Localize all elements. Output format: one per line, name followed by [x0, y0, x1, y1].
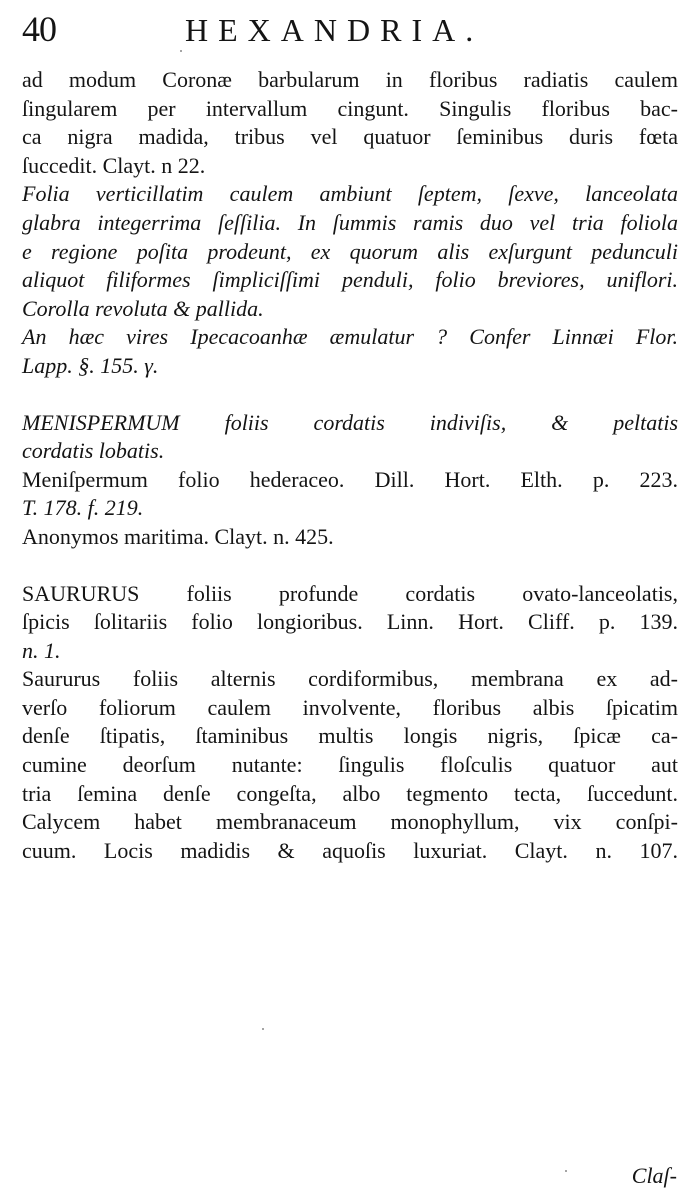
text-line: cordatis lobatis.: [22, 438, 165, 464]
speck: [262, 1028, 264, 1030]
text-line: e regione poſita prodeunt, ex quorum alis exſurgunt pedunculi: [22, 238, 678, 264]
paragraph-gap: [22, 552, 678, 580]
text-line: Corolla revoluta & pallida.: [22, 295, 264, 321]
text-line: n. 1.: [22, 637, 61, 663]
speck: [565, 1170, 567, 1172]
entry-menispermum-synonym: [22, 466, 678, 523]
text-line: An hæc vires Ipecacoanhæ æmulatur ? Confer Linnæi Flor.: [22, 324, 678, 350]
paragraph-gap: [22, 381, 678, 409]
entry-saururus-heading: [22, 580, 678, 666]
catchword: Claſ-: [631, 1163, 677, 1188]
text-line: cumine deorſum nutante: ſingulis floſculis quatuor aut: [22, 752, 678, 778]
text-line: Lapp. §. 155. γ.: [22, 352, 159, 378]
text-line: aliquot filiformes ſimpliciſſimi penduli, folio breviores, uniflori.: [22, 267, 678, 293]
entry-menispermum-clayton: [22, 523, 678, 552]
paragraph-description: [22, 66, 678, 180]
text-line: tria ſemina denſe congeſta, albo tegmento tecta, ſuccedunt.: [22, 780, 678, 806]
entry-saururus-description: [22, 665, 678, 865]
text-line: MENISPERMUM foliis cordatis indiviſis, & peltatis: [22, 409, 678, 435]
text-line: Saururus foliis alternis cordiformibus, membrana ex ad-: [22, 666, 678, 692]
text-line: T. 178. f. 219.: [22, 495, 144, 521]
speck: [180, 50, 182, 52]
paragraph-question: [22, 323, 678, 380]
text-line: Meniſpermum folio hederaceo. Dill. Hort. Elth. p. 223.: [22, 466, 678, 492]
text-line: ad modum Coronæ barbularum in floribus radiatis caulem: [22, 67, 678, 92]
body-text: [22, 66, 678, 865]
text-line: denſe ſtipatis, ſtaminibus multis longis nigris, ſpicæ ca-: [22, 723, 678, 749]
text-line: ſingularem per intervallum cingunt. Singulis floribus bac-: [22, 95, 678, 121]
page-number: 40: [22, 9, 56, 49]
running-head: HEXANDRIA.: [185, 12, 484, 48]
text-line: Anonymos maritima. Clayt. n. 425.: [22, 523, 334, 549]
text-line: Calycem habet membranaceum monophyllum, vix conſpi-: [22, 809, 678, 835]
paragraph-leaf-description: [22, 180, 678, 323]
text-line: verſo foliorum caulem involvente, floribus albis ſpicatim: [22, 694, 678, 720]
text-line: ca nigra madida, tribus vel quatuor ſeminibus duris fœta: [22, 124, 678, 150]
text-line: cuum. Locis madidis & aquoſis luxuriat. Clayt. n. 107.: [22, 837, 678, 863]
text-line: Folia verticillatim caulem ambiunt ſeptem, ſexve, lanceolata: [22, 181, 678, 207]
text-line: ſpicis ſolitariis folio longioribus. Linn. Hort. Cliff. p. 139.: [22, 609, 678, 635]
entry-menispermum-heading: [22, 409, 678, 466]
text-line: glabra integerrima ſeſſilia. In ſummis ramis duo vel tria foliola: [22, 209, 678, 235]
text-line: ſuccedit. Clayt. n 22.: [22, 152, 206, 178]
text-line: SAURURUS foliis profunde cordatis ovato-lanceolatis,: [22, 580, 678, 606]
